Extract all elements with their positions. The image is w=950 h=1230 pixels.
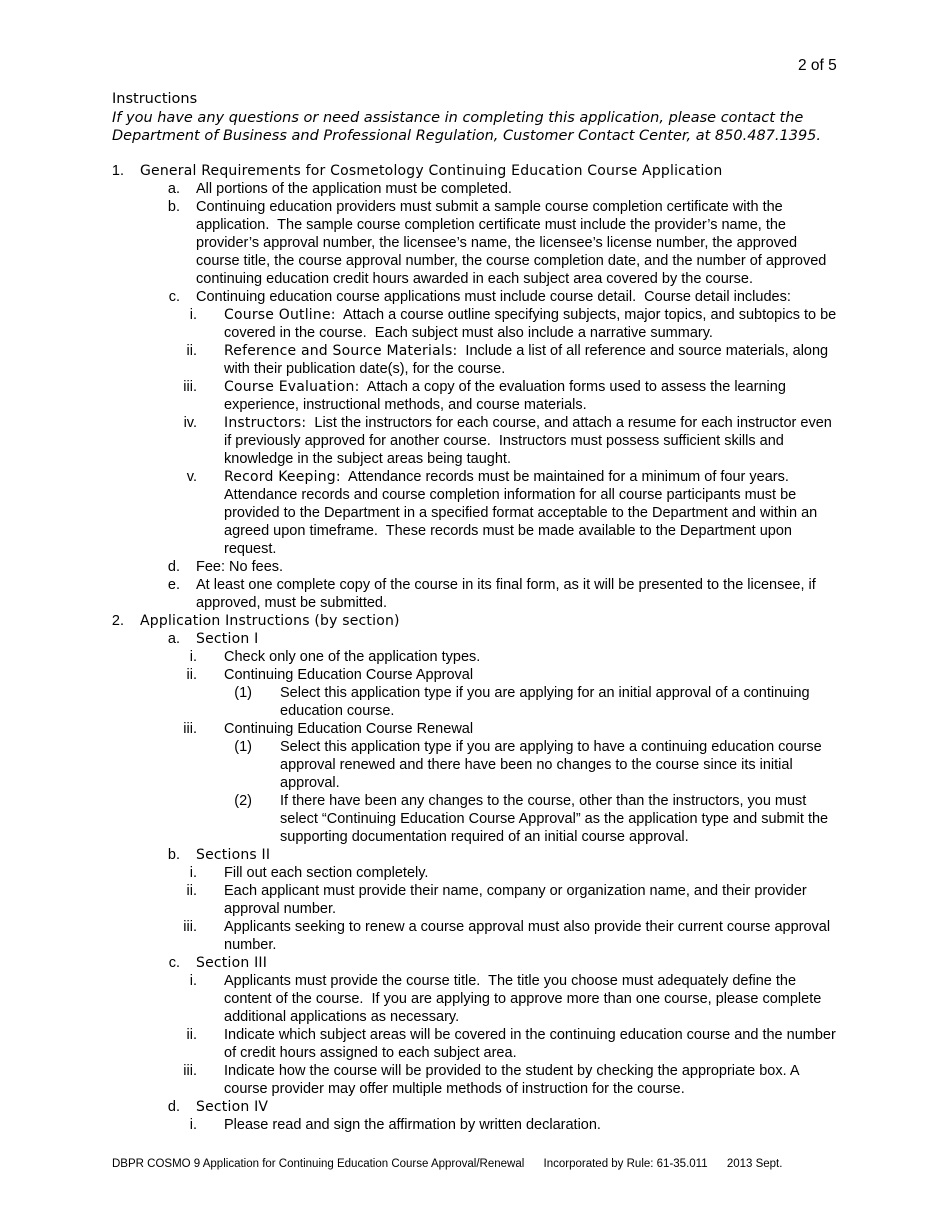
list-item xyxy=(0,1116,950,1134)
list-item-text: At least one complete copy of the course in its final form, as it will be presented to the licensee, if approved, must be submitted. xyxy=(196,577,820,611)
list-item xyxy=(0,288,950,306)
list-item-content xyxy=(224,1062,838,1098)
list-item-content xyxy=(280,684,838,720)
list-marker: a. xyxy=(167,631,180,647)
list-item-content xyxy=(224,666,838,684)
page-number: 2 of 5 xyxy=(798,57,837,74)
list-item-content xyxy=(224,1116,838,1134)
footer-rule: Incorporated by Rule: 61-35.011 xyxy=(543,1158,708,1170)
list-marker: (1) xyxy=(234,739,252,755)
list-item-lead: Application Instructions (by section) xyxy=(140,613,400,629)
list-marker: i. xyxy=(189,865,197,881)
list-item-content xyxy=(196,1098,838,1116)
list-marker: (1) xyxy=(234,685,252,701)
list-item-content xyxy=(224,378,838,414)
footer-date: 2013 Sept. xyxy=(726,1158,783,1170)
list-item-lead: Section I xyxy=(196,631,259,647)
list-marker: i. xyxy=(189,973,197,989)
list-item-content xyxy=(224,864,838,882)
list-marker: iii. xyxy=(183,379,197,395)
list-item xyxy=(0,198,950,288)
list-marker: c. xyxy=(168,955,180,971)
list-marker: iii. xyxy=(183,1063,197,1079)
list-item xyxy=(0,378,950,414)
list-item-lead: Record Keeping: xyxy=(224,469,341,485)
list-item-text: Continuing education providers must submit a sample course completion certificate with the application. The sample course completion certificate must include the provider’s name, the provider’s approval number, the licensee’s name, the licensee’s license number, the approved course title, the course approval number, the course completion date, and the number of approved continuing education credit hours awarded in each subject area covered by the course. xyxy=(196,199,831,287)
list-item-lead: Course Evaluation: xyxy=(224,379,360,395)
list-item xyxy=(0,864,950,882)
list-marker: c. xyxy=(168,289,180,305)
list-item xyxy=(0,666,950,684)
list-item-content xyxy=(196,558,838,576)
list-item xyxy=(0,180,950,198)
list-item-content xyxy=(224,648,838,666)
list-item-lead: Section III xyxy=(196,955,268,971)
list-item-text: Attach a copy of the evaluation forms used to assess the learning experience, instructional methods, and course materials. xyxy=(224,379,790,413)
list-item xyxy=(0,162,950,180)
list-marker: (2) xyxy=(234,793,252,809)
list-item xyxy=(0,684,950,720)
list-marker: ii. xyxy=(186,343,197,359)
list-item xyxy=(0,306,950,342)
list-marker: b. xyxy=(167,847,180,863)
list-item-content xyxy=(196,198,838,288)
list-marker: b. xyxy=(167,199,180,215)
list-item xyxy=(0,1062,950,1098)
list-item-content xyxy=(196,846,838,864)
list-item xyxy=(0,738,950,792)
list-item xyxy=(0,846,950,864)
list-item xyxy=(0,630,950,648)
list-marker: iii. xyxy=(183,919,197,935)
list-item-text: Attendance records must be maintained for a minimum of four years. Attendance records and course completion information for all course participants must be provided to the Department in a specified format acceptable to the Department and within an agreed upon timeframe. These records must be made available to the Department upon request. xyxy=(224,469,822,557)
list-item-lead: Reference and Source Materials: xyxy=(224,343,458,359)
list-item-lead: General Requirements for Cosmetology Continuing Education Course Application xyxy=(140,163,723,179)
list-item-content xyxy=(140,612,840,630)
list-item xyxy=(0,468,950,558)
list-item-content xyxy=(224,882,838,918)
list-item xyxy=(0,918,950,954)
list-item-text: Fee: No fees. xyxy=(196,559,284,575)
list-item xyxy=(0,612,950,630)
list-marker: i. xyxy=(189,1117,197,1133)
list-item-text: Indicate how the course will be provided to the student by checking the appropriate box. A course provider may offer multiple methods of instruction for the course. xyxy=(224,1063,803,1097)
list-marker: i. xyxy=(189,307,197,323)
list-marker: ii. xyxy=(186,883,197,899)
list-item-content xyxy=(224,414,838,468)
list-item-content xyxy=(196,288,838,306)
list-item-text: All portions of the application must be completed. xyxy=(196,181,512,197)
list-item-content xyxy=(280,792,838,846)
list-item-text: Select this application type if you are applying for an initial approval of a continuing education course. xyxy=(280,685,814,719)
list-marker: 2. xyxy=(111,613,124,629)
list-item-content xyxy=(224,720,838,738)
list-item-text: List the instructors for each course, and attach a resume for each instructor even if previously approved for another course. Instructors must possess sufficient skills and knowledge in the subject areas being taught. xyxy=(224,415,836,467)
list-item-text: Fill out each section completely. xyxy=(224,865,429,881)
list-item-text: Select this application type if you are applying to have a continuing education course approval renewed and there have been no changes to the course since its initial approval. xyxy=(280,739,826,791)
list-marker: i. xyxy=(189,649,197,665)
list-item-text: Attach a course outline specifying subjects, major topics, and subtopics to be covered in the course. Each subject must also include a narrative summary. xyxy=(224,307,841,341)
list-marker: ii. xyxy=(186,1027,197,1043)
list-item-content xyxy=(224,1026,838,1062)
list-item-text: Check only one of the application types. xyxy=(224,649,481,665)
instructions-list xyxy=(0,162,950,1134)
list-item xyxy=(0,648,950,666)
contact-intro: If you have any questions or need assistance in completing this application, please contact the Department of Business and Professional Regulation, Customer Contact Center, at 850.487.1395. xyxy=(112,110,822,144)
list-marker: ii. xyxy=(186,667,197,683)
list-marker: iv. xyxy=(183,415,197,431)
list-item-text: Each applicant must provide their name, company or organization name, and their provider approval number. xyxy=(224,883,811,917)
list-item-content xyxy=(196,630,838,648)
list-item xyxy=(0,882,950,918)
list-item xyxy=(0,972,950,1026)
list-item-text: Please read and sign the affirmation by written declaration. xyxy=(224,1117,601,1133)
list-item xyxy=(0,576,950,612)
list-item xyxy=(0,1026,950,1062)
list-item-text: Include a list of all reference and source materials, along with their publication date(s), for the course. xyxy=(224,343,833,377)
list-item-text: If there have been any changes to the course, other than the instructors, you must select “Continuing Education Course Approval” as the application type and submit the supporting documentation required of an initial course approval. xyxy=(280,793,833,845)
list-item-text: Applicants seeking to renew a course approval must also provide their current course approval number. xyxy=(224,919,835,953)
instructions-heading: Instructions xyxy=(112,91,198,107)
list-item-text: Continuing Education Course Renewal xyxy=(224,721,474,737)
list-item xyxy=(0,720,950,738)
list-marker: d. xyxy=(167,1099,180,1115)
list-item-content xyxy=(224,306,841,342)
list-item-lead: Course Outline: xyxy=(224,307,336,323)
list-item-content xyxy=(140,162,840,180)
list-item-text: Continuing education course applications must include course detail. Course detail includes: xyxy=(196,289,791,305)
list-item-content xyxy=(280,738,838,792)
footer-form-title: DBPR COSMO 9 Application for Continuing Education Course Approval/Renewal xyxy=(112,1158,525,1170)
list-marker: v. xyxy=(186,469,197,485)
list-item-text: Continuing Education Course Approval xyxy=(224,667,474,683)
list-item-lead: Instructors: xyxy=(224,415,307,431)
list-item-content xyxy=(196,576,838,612)
list-item xyxy=(0,1098,950,1116)
list-item-lead: Sections II xyxy=(196,847,271,863)
list-marker: d. xyxy=(167,559,180,575)
list-item-content xyxy=(224,468,838,558)
list-item xyxy=(0,954,950,972)
list-item xyxy=(0,558,950,576)
page-footer xyxy=(112,1158,798,1170)
list-marker: 1. xyxy=(111,163,124,179)
list-item-content xyxy=(224,918,838,954)
list-item xyxy=(0,792,950,846)
list-marker: iii. xyxy=(183,721,197,737)
list-marker: e. xyxy=(167,577,180,593)
list-item-text: Applicants must provide the course title. The title you choose must adequately define the content of the course. If you are applying to approve more than one course, please complete additional applications as necessary. xyxy=(224,973,826,1025)
list-item-content xyxy=(224,972,838,1026)
list-item-content xyxy=(196,180,838,198)
list-item-content xyxy=(224,342,838,378)
list-item-text: Indicate which subject areas will be covered in the continuing education course and the number of credit hours assigned to each subject area. xyxy=(224,1027,840,1061)
list-item-lead: Section IV xyxy=(196,1099,269,1115)
list-item xyxy=(0,342,950,378)
list-item xyxy=(0,414,950,468)
list-item-content xyxy=(196,954,838,972)
list-marker: a. xyxy=(167,181,180,197)
